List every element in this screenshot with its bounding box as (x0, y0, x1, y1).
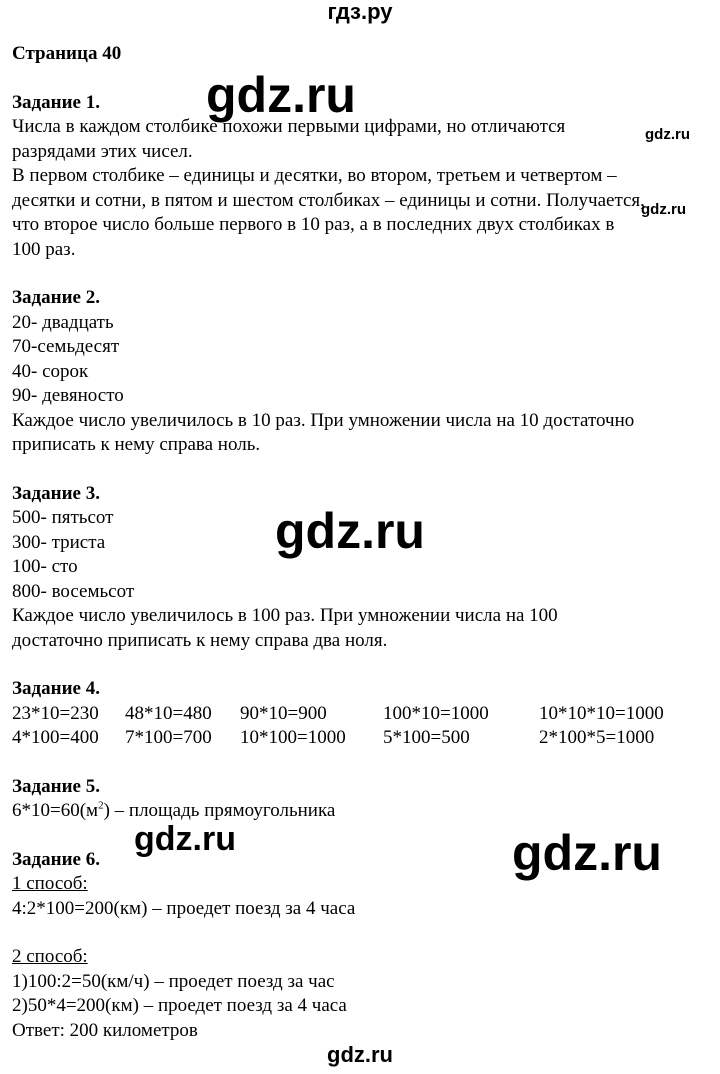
text-line: В первом столбике – единицы и десятки, во втором, третьем и четвертом – (12, 165, 617, 186)
text-line: 20- двадцать (12, 311, 114, 333)
text-line: Числа в каждом столбике похожи первыми цифрами, но отличаются (12, 116, 566, 137)
formula-start: 6*10=60(м (12, 800, 99, 821)
task-title: Задание 4. (12, 678, 100, 699)
equation: 23*10=230 (12, 702, 99, 724)
text-line: 70-семьдесят (12, 336, 120, 357)
text-line: 800- восемьсот (12, 580, 135, 602)
text-line: 1)100:2=50(км/ч) – проедет поезд за час (12, 970, 335, 992)
text-line: 100- сто (12, 556, 78, 577)
equation: 5*100=500 (383, 727, 470, 748)
text-line: 4:2*100=200(км) – проедет поезд за 4 часа (12, 897, 356, 919)
task-title: Задание 3. (12, 482, 100, 504)
text-line: 100 раз. (12, 238, 76, 260)
task-title: Задание 6. (12, 848, 100, 870)
task-2 (12, 286, 712, 458)
task-1 (12, 91, 712, 263)
method-label: 2 способ: (12, 946, 88, 967)
task-title: Задание 2. (12, 287, 100, 308)
task-4 (12, 677, 712, 751)
superscript: 2 (98, 799, 104, 812)
text-line: приписать к нему справа ноль. (12, 434, 261, 455)
site-header: гдз.ру (327, 0, 393, 24)
text-line: Каждое число увеличилось в 100 раз. При умножении числа на 100 (12, 605, 558, 626)
equation: 100*10=1000 (383, 702, 489, 724)
task-title: Задание 1. (12, 91, 100, 113)
watermark: gdz.ru (645, 126, 690, 143)
equation: 48*10=480 (125, 702, 212, 724)
text-line: 2)50*4=200(км) – проедет поезд за 4 часа (12, 995, 347, 1016)
equation: 10*100=1000 (240, 727, 346, 748)
spacer (12, 921, 712, 945)
equation: 90*10=900 (240, 702, 327, 724)
watermark: gdz.ru (512, 825, 662, 881)
page-title: Страница 40 (12, 43, 122, 64)
text-line: 500- пятьсот (12, 507, 114, 528)
equation-row (12, 702, 712, 727)
text-line: что второе число больше первого в 10 раз, а в последних двух столбиках в (12, 214, 615, 235)
text-line: разрядами этих чисел. (12, 140, 193, 162)
method-label: 1 способ: (12, 873, 88, 894)
text-line: достаточно приписать к нему справа два ноля. (12, 629, 388, 651)
text-line: Каждое число увеличилось в 10 раз. При умножении числа на 10 достаточно (12, 409, 635, 431)
footer-watermark: gdz.ru (327, 1042, 393, 1067)
text-line: Ответ: 200 километров (12, 1019, 198, 1041)
watermark: gdz.ru (641, 201, 686, 218)
watermark: gdz.ru (206, 67, 356, 123)
equation: 10*10*10=1000 (539, 702, 664, 724)
task-title: Задание 5. (12, 775, 100, 797)
equation: 2*100*5=1000 (539, 727, 655, 748)
equation: 7*100=700 (125, 727, 212, 748)
text-line (12, 799, 712, 824)
watermark: gdz.ru (134, 820, 236, 858)
text-line: 90- девяносто (12, 385, 124, 406)
watermark: gdz.ru (275, 503, 425, 559)
text-line: десятки и сотни, в пятом и шестом столбиках – единицы и сотни. Получается, (12, 189, 645, 211)
formula-end: ) – площадь прямоугольника (103, 800, 336, 821)
text-line: 40- сорок (12, 360, 89, 382)
equation-row (12, 726, 712, 751)
equation: 4*100=400 (12, 727, 99, 748)
text-line: 300- триста (12, 531, 106, 553)
task-5 (12, 775, 712, 824)
